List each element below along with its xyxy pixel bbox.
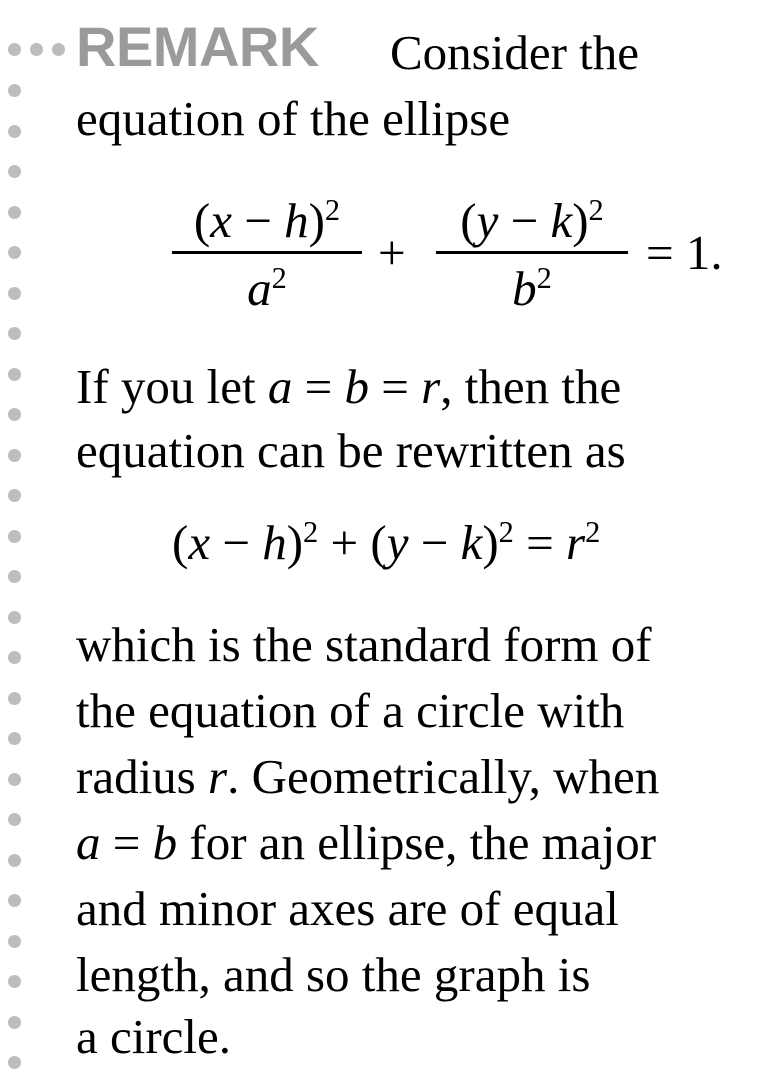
plus-sign: +: [378, 225, 406, 280]
margin-dot: [8, 570, 21, 583]
margin-dot: [8, 84, 21, 97]
margin-dot: [8, 651, 21, 664]
margin-dot: [8, 206, 21, 219]
closing-line-5: and minor axes are of equal: [76, 881, 619, 936]
margin-dot: [8, 975, 21, 988]
margin-dot: [8, 692, 21, 705]
closing-line-2: the equation of a circle with: [76, 683, 625, 738]
term2-denominator: $b^2$: [512, 261, 552, 316]
margin-dot: [8, 611, 21, 624]
middle-line-2: equation can be rewritten as: [76, 423, 626, 478]
ellipse-term-1: [172, 193, 362, 316]
margin-dot: [8, 732, 21, 745]
circle-equation: $(x - h)^2 + (y - k)^2 = r^2$: [172, 515, 601, 570]
ellipse-term-2: [436, 193, 628, 316]
term2-numerator: $(y - k)^2$: [460, 193, 604, 248]
margin-dot: [8, 449, 21, 462]
margin-dot: [30, 43, 43, 56]
term1-denominator: $a^2$: [247, 261, 287, 316]
closing-line-1: which is the standard form of: [76, 617, 652, 672]
margin-dot: [8, 368, 21, 381]
margin-dot: [8, 125, 21, 138]
margin-dot: [8, 1016, 21, 1029]
margin-dot: [8, 530, 21, 543]
intro-line-1: Consider the: [390, 25, 640, 80]
closing-line-7: a circle.: [76, 1009, 232, 1064]
closing-line-6: length, and so the graph is: [76, 947, 591, 1002]
dotted-margin: [8, 40, 24, 1070]
term1-numerator: $(x - h)^2$: [193, 193, 341, 248]
margin-dot: [8, 1056, 21, 1069]
remark-label: REMARK: [76, 15, 319, 78]
middle-line-1: If you let a = b = r, then the: [76, 359, 622, 414]
equals-one: = 1.: [646, 225, 723, 280]
margin-dot: [8, 894, 21, 907]
margin-dot: [8, 489, 21, 502]
margin-dot: [8, 854, 21, 867]
margin-dot: [8, 287, 21, 300]
closing-line-3: radius r. Geometrically, when: [76, 749, 660, 804]
margin-dot: [8, 165, 21, 178]
intro-line-2: equation of the ellipse: [76, 91, 511, 146]
margin-dot: [8, 813, 21, 826]
margin-dot: [52, 43, 65, 56]
margin-dot: [8, 408, 21, 421]
closing-line-4: a = b for an ellipse, the major: [76, 815, 657, 870]
margin-dot: [8, 935, 21, 948]
fraction-bar: [172, 251, 362, 254]
margin-dot: [8, 246, 21, 259]
margin-dot: [8, 327, 21, 340]
margin-dot: [8, 773, 21, 786]
fraction-bar: [436, 251, 628, 254]
